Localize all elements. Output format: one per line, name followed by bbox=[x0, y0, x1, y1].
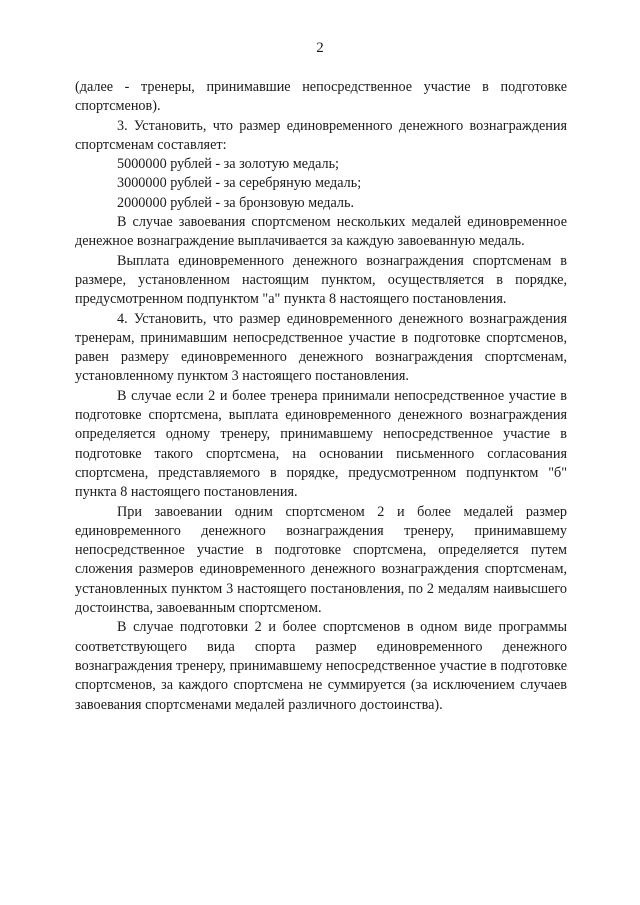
paragraph-multiple-coaches: В случае если 2 и более тренера принимали непосредственное участие в подготовке спортсмена, выплата единовременного денежного вознаграждения определяется одному тренеру, принимавшему непосредственное участие в подготовке такого спортсмена, на основании письменного согласования спортсмена, представляемого в порядке, предусмотренном подпунктом "б" пункта 8 настоящего постановления. bbox=[75, 387, 567, 501]
paragraph-multiple-medals: В случае завоевания спортсменом нескольких медалей единовременное денежное вознаграждение выплачивается за каждую завоеванную медаль. bbox=[75, 214, 567, 250]
page-number: 2 bbox=[316, 40, 324, 56]
paragraph-bronze-amount: 2000000 рублей - за бронзовую медаль. bbox=[117, 194, 355, 211]
paragraph-item-3: 3. Установить, что размер единовременного денежного вознаграждения спортсменам составляет: bbox=[75, 117, 567, 153]
document-body bbox=[75, 78, 567, 715]
paragraph-payment-procedure: Выплата единовременного денежного вознаграждения спортсменам в размере, установленном настоящим пунктом, осуществляется в порядке, предусмотренном подпунктом "а" пункта 8 настоящего постановления. bbox=[75, 252, 567, 308]
paragraph-item-4: 4. Установить, что размер единовременного денежного вознаграждения тренерам, принимавшим непосредственное участие в подготовке спортсменов, равен размеру единовременного денежного вознаграждения спортсменам, установленному пунктом 3 настоящего постановления. bbox=[75, 310, 567, 385]
paragraph-continuation: (далее - тренеры, принимавшие непосредственное участие в подготовке спортсменов). bbox=[75, 79, 567, 115]
paragraph-gold-amount: 5000000 рублей - за золотую медаль; bbox=[117, 156, 340, 173]
paragraph-coach-multiple-medals: При завоевании одним спортсменом 2 и более медалей размер единовременного денежного вознаграждения тренеру, принимавшему непосредственное участие в подготовке спортсмена, определяется путем сложения размеров единовременного денежного вознаграждения спортсменам, установленных пунктом 3 настоящего постановления, по 2 медалям наивысшего достоинства, завоеванным спортсменом. bbox=[75, 503, 567, 617]
paragraph-multiple-athletes: В случае подготовки 2 и более спортсменов в одном виде программы соответствующего вида спорта размер единовременного денежного вознаграждения тренеру, принимавшему непосредственное участие в подготовке спортсменов, за каждого спортсмена не суммируется (за исключением случаев завоевания спортсменами медалей различного достоинства). bbox=[75, 619, 567, 713]
paragraph-silver-amount: 3000000 рублей - за серебряную медаль; bbox=[117, 175, 362, 192]
